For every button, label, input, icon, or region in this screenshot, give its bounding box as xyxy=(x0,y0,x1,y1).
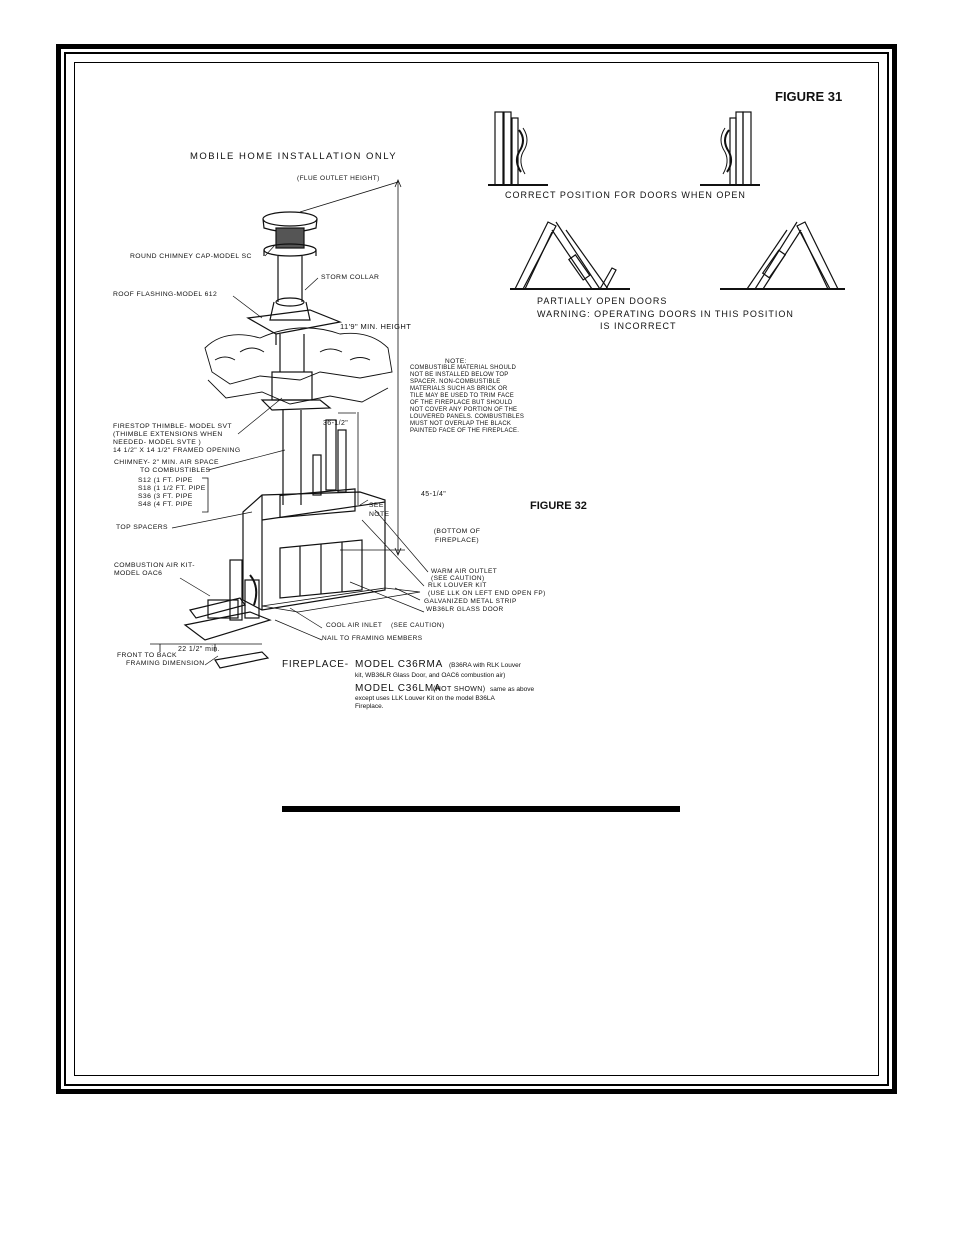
door-partial-right xyxy=(720,222,845,289)
model-c36rma-desc-2: kit, WB36LR Glass Door, and OAC6 combustion air) xyxy=(355,672,506,679)
model-c36lma-desc-1: same as above xyxy=(490,686,535,693)
model-c36lma-desc-3: Fireplace. xyxy=(355,703,384,710)
pipe-s12: S12 (1 FT. PIPE xyxy=(138,477,193,484)
glass-door-label: WB36LR GLASS DOOR xyxy=(426,606,504,613)
dimension-22-half: 22 1/2" min. xyxy=(178,646,220,653)
fireplace-label: FIREPLACE- xyxy=(282,659,349,670)
flue-outlet-height-label: (FLUE OUTLET HEIGHT) xyxy=(297,175,380,182)
warm-air-outlet-label: WARM AIR OUTLET xyxy=(431,568,498,575)
warning-line-2: IS INCORRECT xyxy=(600,321,677,331)
dimension-36-half: 36-1/2" xyxy=(323,420,349,427)
partially-open-caption: PARTIALLY OPEN DOORS xyxy=(537,296,668,306)
model-c36lma-not-shown: (NOT SHOWN) xyxy=(433,686,486,693)
chimney-cap-label: ROUND CHIMNEY CAP-MODEL SC xyxy=(130,253,252,260)
bottom-of-fireplace-label: (BOTTOM OF FIREPLACE) xyxy=(433,528,481,544)
pipe-s18: S18 (1 1/2 FT. PIPE xyxy=(138,485,206,492)
front-to-back-label-1: FRONT TO BACK xyxy=(117,652,177,659)
warm-air-caution: (SEE CAUTION) xyxy=(431,575,485,582)
firestop-label-1: FIRESTOP THIMBLE- MODEL SVT xyxy=(113,423,232,430)
chimney-pipe-lower xyxy=(262,334,330,505)
pipe-list-bracket xyxy=(202,478,208,512)
pipe-s48: S48 (4 FT. PIPE xyxy=(138,501,193,508)
min-height-label: 11'9" MIN. HEIGHT xyxy=(340,322,412,331)
door-correct-left xyxy=(488,112,548,185)
chimney-pipe-upper xyxy=(276,256,304,306)
cool-air-inlet-label: COOL AIR INLET (SEE CAUTION) xyxy=(326,622,445,629)
front-to-back-label-2: FRAMING DIMENSION xyxy=(126,660,205,667)
galvanized-strip-label: GALVANIZED METAL STRIP xyxy=(424,598,517,605)
note-body: COMBUSTIBLE MATERIAL SHOULD NOT BE INSTALLED BELOW TOP SPACER. NON-COMBUSTIBLE MATERIALS SUCH AS BRICK OR TILE MAY BE USED TO TRIM FACE OF THE FIREPLACE BUT SHOULD NOT COVER ANY PORTION OF THE LOUVERED PANELS. COMBUSTIBLES MUST NOT OVERLAP THE BLACK PAINTED FACE OF THE FIREPLACE. xyxy=(410,365,525,434)
figure-32-label: FIGURE 32 xyxy=(530,500,587,512)
firestop-label-2: (THIMBLE EXTENSIONS WHEN xyxy=(113,431,223,438)
storm-collar-label: STORM COLLAR xyxy=(321,274,380,281)
chimney-airspace-label-1: CHIMNEY- 2" MIN. AIR SPACE xyxy=(114,459,219,466)
roof-section xyxy=(205,328,392,404)
rlk-llk-note: (USE LLK ON LEFT END OPEN FP) xyxy=(428,590,546,597)
model-c36lma-desc-2: except uses LLK Louver Kit on the model B36LA xyxy=(355,695,495,702)
warning-line-1: WARNING: OPERATING DOORS IN THIS POSITION xyxy=(537,309,794,319)
nail-framing-label: NAIL TO FRAMING MEMBERS xyxy=(322,635,423,642)
top-spacers-label: TOP SPACERS xyxy=(116,524,168,531)
see-note-label: SEE NOTE xyxy=(369,502,390,518)
mobile-home-title: MOBILE HOME INSTALLATION ONLY xyxy=(190,151,398,162)
combustion-kit-label-1: COMBUSTION AIR KIT- xyxy=(114,562,195,569)
door-correct-right xyxy=(700,112,760,185)
combustion-kit-label-2: MODEL OAC6 xyxy=(114,570,163,577)
figure-31-label: FIGURE 31 xyxy=(775,89,843,104)
framed-opening-label: 14 1/2" X 14 1/2" FRAMED OPENING xyxy=(113,447,241,454)
correct-position-caption: CORRECT POSITION FOR DOORS WHEN OPEN xyxy=(505,190,746,200)
model-c36lma: MODEL C36LMA xyxy=(355,683,442,694)
pipe-s36: S36 (3 FT. PIPE xyxy=(138,493,193,500)
roof-flashing xyxy=(248,310,340,345)
leader-lines xyxy=(172,245,428,665)
note-title: NOTE: xyxy=(445,358,467,365)
chimney-airspace-label-2: TO COMBUSTIBLES xyxy=(140,467,211,474)
model-c36rma-desc-1: (B36RA with RLK Louver xyxy=(449,662,521,669)
firestop-label-3: NEEDED- MODEL SVTE ) xyxy=(113,439,202,446)
rlk-louver-kit-label: RLK LOUVER KIT xyxy=(428,582,487,589)
dimension-45-quarter: 45-1/4" xyxy=(421,491,447,498)
separator-rule xyxy=(282,806,680,812)
door-partial-left xyxy=(510,222,630,289)
model-c36rma: MODEL C36RMA xyxy=(355,659,444,670)
flue-height-dimension xyxy=(300,180,405,555)
roof-flashing-label: ROOF FLASHING-MODEL 612 xyxy=(113,291,218,298)
